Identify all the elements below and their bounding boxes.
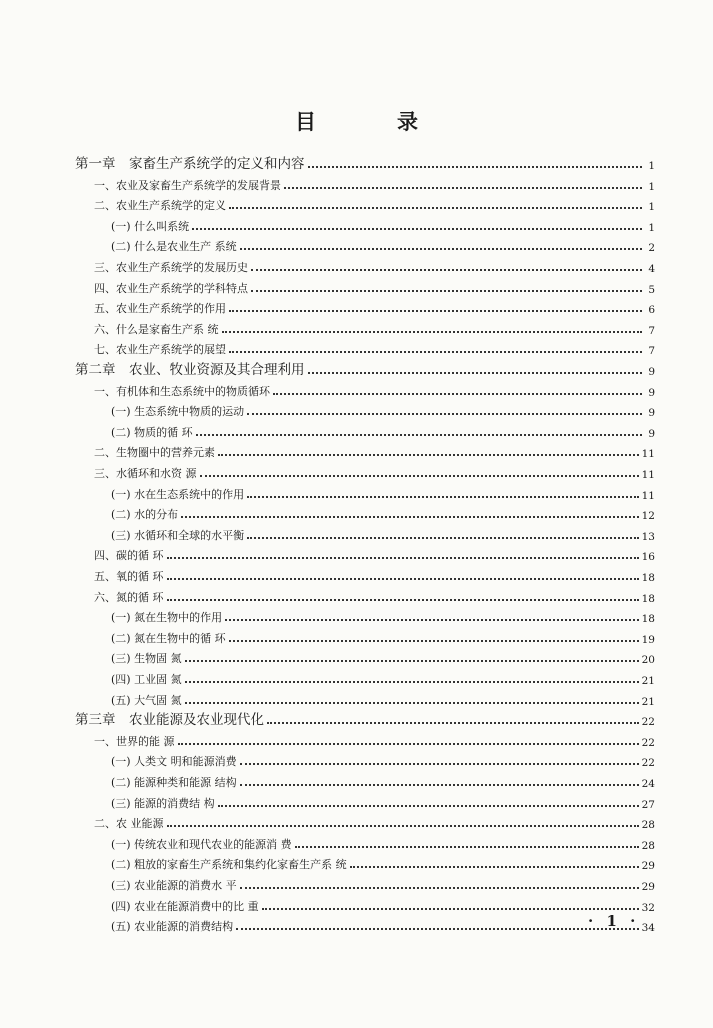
toc-entry-page: 9 (648, 386, 655, 399)
toc-entry (94, 811, 655, 831)
dot-leader (236, 927, 639, 930)
toc-entry (111, 688, 655, 708)
toc-entry-title: (五) 大气固 氮 (111, 693, 182, 707)
toc-entry-page: 13 (641, 530, 655, 543)
toc-entry (111, 832, 655, 852)
dot-leader (229, 309, 642, 312)
toc-entry-title: (一) 水在生态系统中的作用 (111, 487, 245, 501)
toc-entry-page: 27 (641, 798, 655, 811)
toc-entry (111, 502, 655, 522)
toc-entry-page: 9 (648, 366, 655, 378)
dot-leader (167, 577, 639, 580)
dot-leader (225, 618, 639, 621)
dot-leader (247, 536, 639, 539)
toc-entry-page: 9 (648, 427, 655, 440)
toc-entry (111, 399, 655, 419)
toc-entry-page: 5 (648, 283, 655, 296)
toc-entry (111, 873, 655, 893)
toc-entry-title: (三) 能源的消费结 构 (111, 796, 215, 810)
toc-entry (111, 894, 655, 914)
toc-entry-page: 29 (641, 860, 655, 873)
dot-leader (247, 495, 639, 498)
toc-entry-page: 22 (641, 736, 655, 749)
toc-entry (94, 729, 655, 749)
dot-leader (185, 659, 639, 662)
toc-entry (94, 379, 655, 399)
dot-leader (178, 742, 639, 745)
toc-entry-page: 1 (648, 180, 655, 193)
dot-leader (229, 639, 639, 642)
page-title: 目 录 (295, 109, 448, 134)
toc-entry-title: 四、农业生产系统学的学科特点 (94, 281, 248, 295)
toc-entry-page: 1 (648, 221, 655, 234)
dot-leader (251, 289, 642, 292)
toc-entry (111, 420, 655, 440)
dot-leader (240, 247, 642, 250)
toc-entry-title: 三、水循环和水资 源 (94, 467, 197, 480)
toc-entry-page: 16 (641, 551, 655, 564)
toc-entry-title: 六、什么是家畜生产系 统 (94, 322, 219, 336)
toc-entry-page: 28 (641, 839, 655, 852)
toc-entry (94, 543, 655, 563)
toc-entry (94, 296, 655, 316)
toc-entry-title: 第一章 家畜生产系统学的定义和内容 (75, 156, 305, 172)
toc-entry-page: 7 (648, 345, 655, 358)
toc-entry-page: 2 (648, 242, 655, 255)
toc-entry-title: 一、有机体和生态系统中的物质循环 (94, 384, 270, 398)
dot-leader (251, 268, 642, 271)
toc-entry-title: (一) 传统农业和现代农业的能源消 费 (111, 837, 292, 851)
toc-entry-page: 7 (648, 324, 655, 337)
toc-entry-page: 18 (641, 572, 655, 584)
toc-entry-title: (二) 能源种类和能源 结构 (111, 776, 237, 789)
toc-entry-page: 24 (641, 778, 655, 790)
dot-leader (218, 453, 639, 456)
toc-entry-page: 29 (641, 881, 655, 893)
toc-entry (111, 605, 655, 625)
toc-entry (94, 564, 655, 584)
dot-leader (229, 350, 642, 353)
toc-chapter (75, 152, 655, 172)
toc-entry-title: (二) 氮在生物中的循 环 (111, 631, 226, 645)
toc-entry (111, 646, 655, 666)
dot-leader (218, 804, 639, 807)
toc-entry (94, 337, 655, 357)
toc-entry (94, 276, 655, 296)
toc-entry-page: 21 (641, 675, 655, 687)
toc-entry (94, 193, 655, 213)
dot-leader (240, 783, 639, 786)
toc-entry-page: 11 (641, 469, 655, 481)
toc-entry-title: (二) 水的分布 (111, 508, 179, 522)
toc-entry-title: (二) 什么是农业生产 系统 (111, 240, 237, 254)
toc-chapter (75, 708, 655, 728)
dot-leader (284, 186, 642, 189)
dot-leader (185, 680, 639, 683)
toc-entry-title: 二、农 业能源 (94, 817, 164, 831)
toc-entry-title: (四) 农业在能源消费中的比 重 (111, 899, 259, 913)
toc-entry (94, 173, 655, 193)
page-number: · 1 · (588, 912, 640, 930)
toc-entry-page: 28 (641, 819, 655, 832)
dot-leader (308, 165, 643, 168)
toc-entry (94, 440, 655, 460)
toc-entry-title: (三) 生物固 氮 (111, 652, 182, 666)
toc-entry (94, 461, 655, 481)
toc-entry-page: 11 (641, 448, 655, 461)
toc-entry-title: 第三章 农业能源及农业现代化 (75, 712, 264, 729)
toc-entry-title: (二) 粗放的家畜生产系统和集约化家畜生产系 统 (111, 858, 347, 872)
dot-leader (167, 556, 639, 559)
toc-entry-title: 六、氮的循 环 (94, 590, 164, 604)
toc-entry-title: (三) 水循环和全球的水平衡 (111, 528, 245, 542)
dot-leader (267, 721, 639, 724)
dot-leader (229, 206, 642, 209)
toc-entry (111, 852, 655, 872)
toc-entry-title: (五) 农业能源的消费结构 (111, 920, 234, 934)
toc-entry-title: 第二章 农业、牧业资源及其合理利用 (75, 362, 305, 378)
toc-entry-title: 五、氧的循 环 (94, 570, 164, 583)
toc-entry-page: 32 (641, 901, 655, 914)
toc-chapter (75, 358, 655, 378)
toc-entry-page: 9 (648, 407, 655, 420)
dot-leader (167, 824, 639, 827)
dot-leader (240, 886, 639, 889)
toc-entry-title: 二、生物圈中的营养元素 (94, 446, 215, 460)
toc-entry (111, 914, 655, 934)
toc-entry-page: 12 (641, 510, 655, 523)
toc-entry (111, 791, 655, 811)
toc-entry-page: 6 (648, 304, 655, 317)
toc-entry-page: 1 (648, 201, 655, 214)
dot-leader (200, 474, 639, 477)
toc-entry-title: 一、农业及家畜生产系统学的发展背景 (94, 178, 281, 192)
toc-entry-title: (二) 物质的循 环 (111, 425, 193, 439)
toc-entry-page: 34 (641, 922, 655, 935)
toc-entry-title: (三) 农业能源的消费水 平 (111, 879, 237, 892)
toc-entry-page: 4 (648, 263, 655, 275)
toc-entry-title: 七、农业生产系统学的展望 (94, 343, 226, 357)
dot-leader (167, 598, 639, 601)
toc-entry-page: 22 (641, 716, 655, 729)
toc-entry (94, 255, 655, 275)
dot-leader (185, 701, 639, 704)
dot-leader (222, 330, 643, 333)
toc-entry (111, 523, 655, 543)
toc-entry (111, 482, 655, 502)
toc-entry-page: 20 (641, 654, 655, 667)
toc-entry-title: 四、碳的循 环 (94, 549, 164, 563)
dot-leader (196, 433, 642, 436)
toc-entry-title: 五、农业生产系统学的作用 (94, 302, 226, 316)
toc-entry (111, 626, 655, 646)
toc-entry-page: 18 (641, 592, 655, 605)
toc-entry-page: 22 (641, 757, 655, 770)
dot-leader (350, 865, 639, 868)
toc-entry-title: (一) 氮在生物中的作用 (111, 611, 223, 625)
dot-leader (247, 412, 642, 415)
dot-leader (240, 762, 639, 765)
toc-entry-title: 一、世界的能 源 (94, 734, 175, 748)
dot-leader (273, 392, 642, 395)
toc-entry (94, 585, 655, 605)
dot-leader (308, 371, 643, 374)
toc-entry-title: (四) 工业固 氮 (111, 673, 182, 686)
dot-leader (181, 515, 639, 518)
toc-entry-page: 11 (641, 489, 655, 502)
dot-leader (295, 845, 639, 848)
toc-entry-title: (一) 什么叫系统 (111, 219, 190, 233)
toc-entry (111, 214, 655, 234)
toc-entry-page: 1 (648, 160, 655, 172)
toc-entry-title: 二、农业生产系统学的定义 (94, 199, 226, 213)
toc-entry (111, 749, 655, 769)
toc-entry-title: (一) 生态系统中物质的运动 (111, 405, 245, 419)
toc-entry (94, 317, 655, 337)
toc-entry (111, 667, 655, 687)
toc-entry-page: 18 (641, 613, 655, 626)
toc-entry-page: 21 (641, 695, 655, 708)
toc-entry-title: (一) 人类文 明和能源消费 (111, 755, 237, 769)
dot-leader (192, 227, 642, 230)
toc-entry (111, 770, 655, 790)
toc-entry (111, 234, 655, 254)
dot-leader (262, 907, 639, 910)
toc-entry-page: 19 (641, 633, 655, 646)
toc-entry-title: 三、农业生产系统学的发展历史 (94, 261, 248, 274)
